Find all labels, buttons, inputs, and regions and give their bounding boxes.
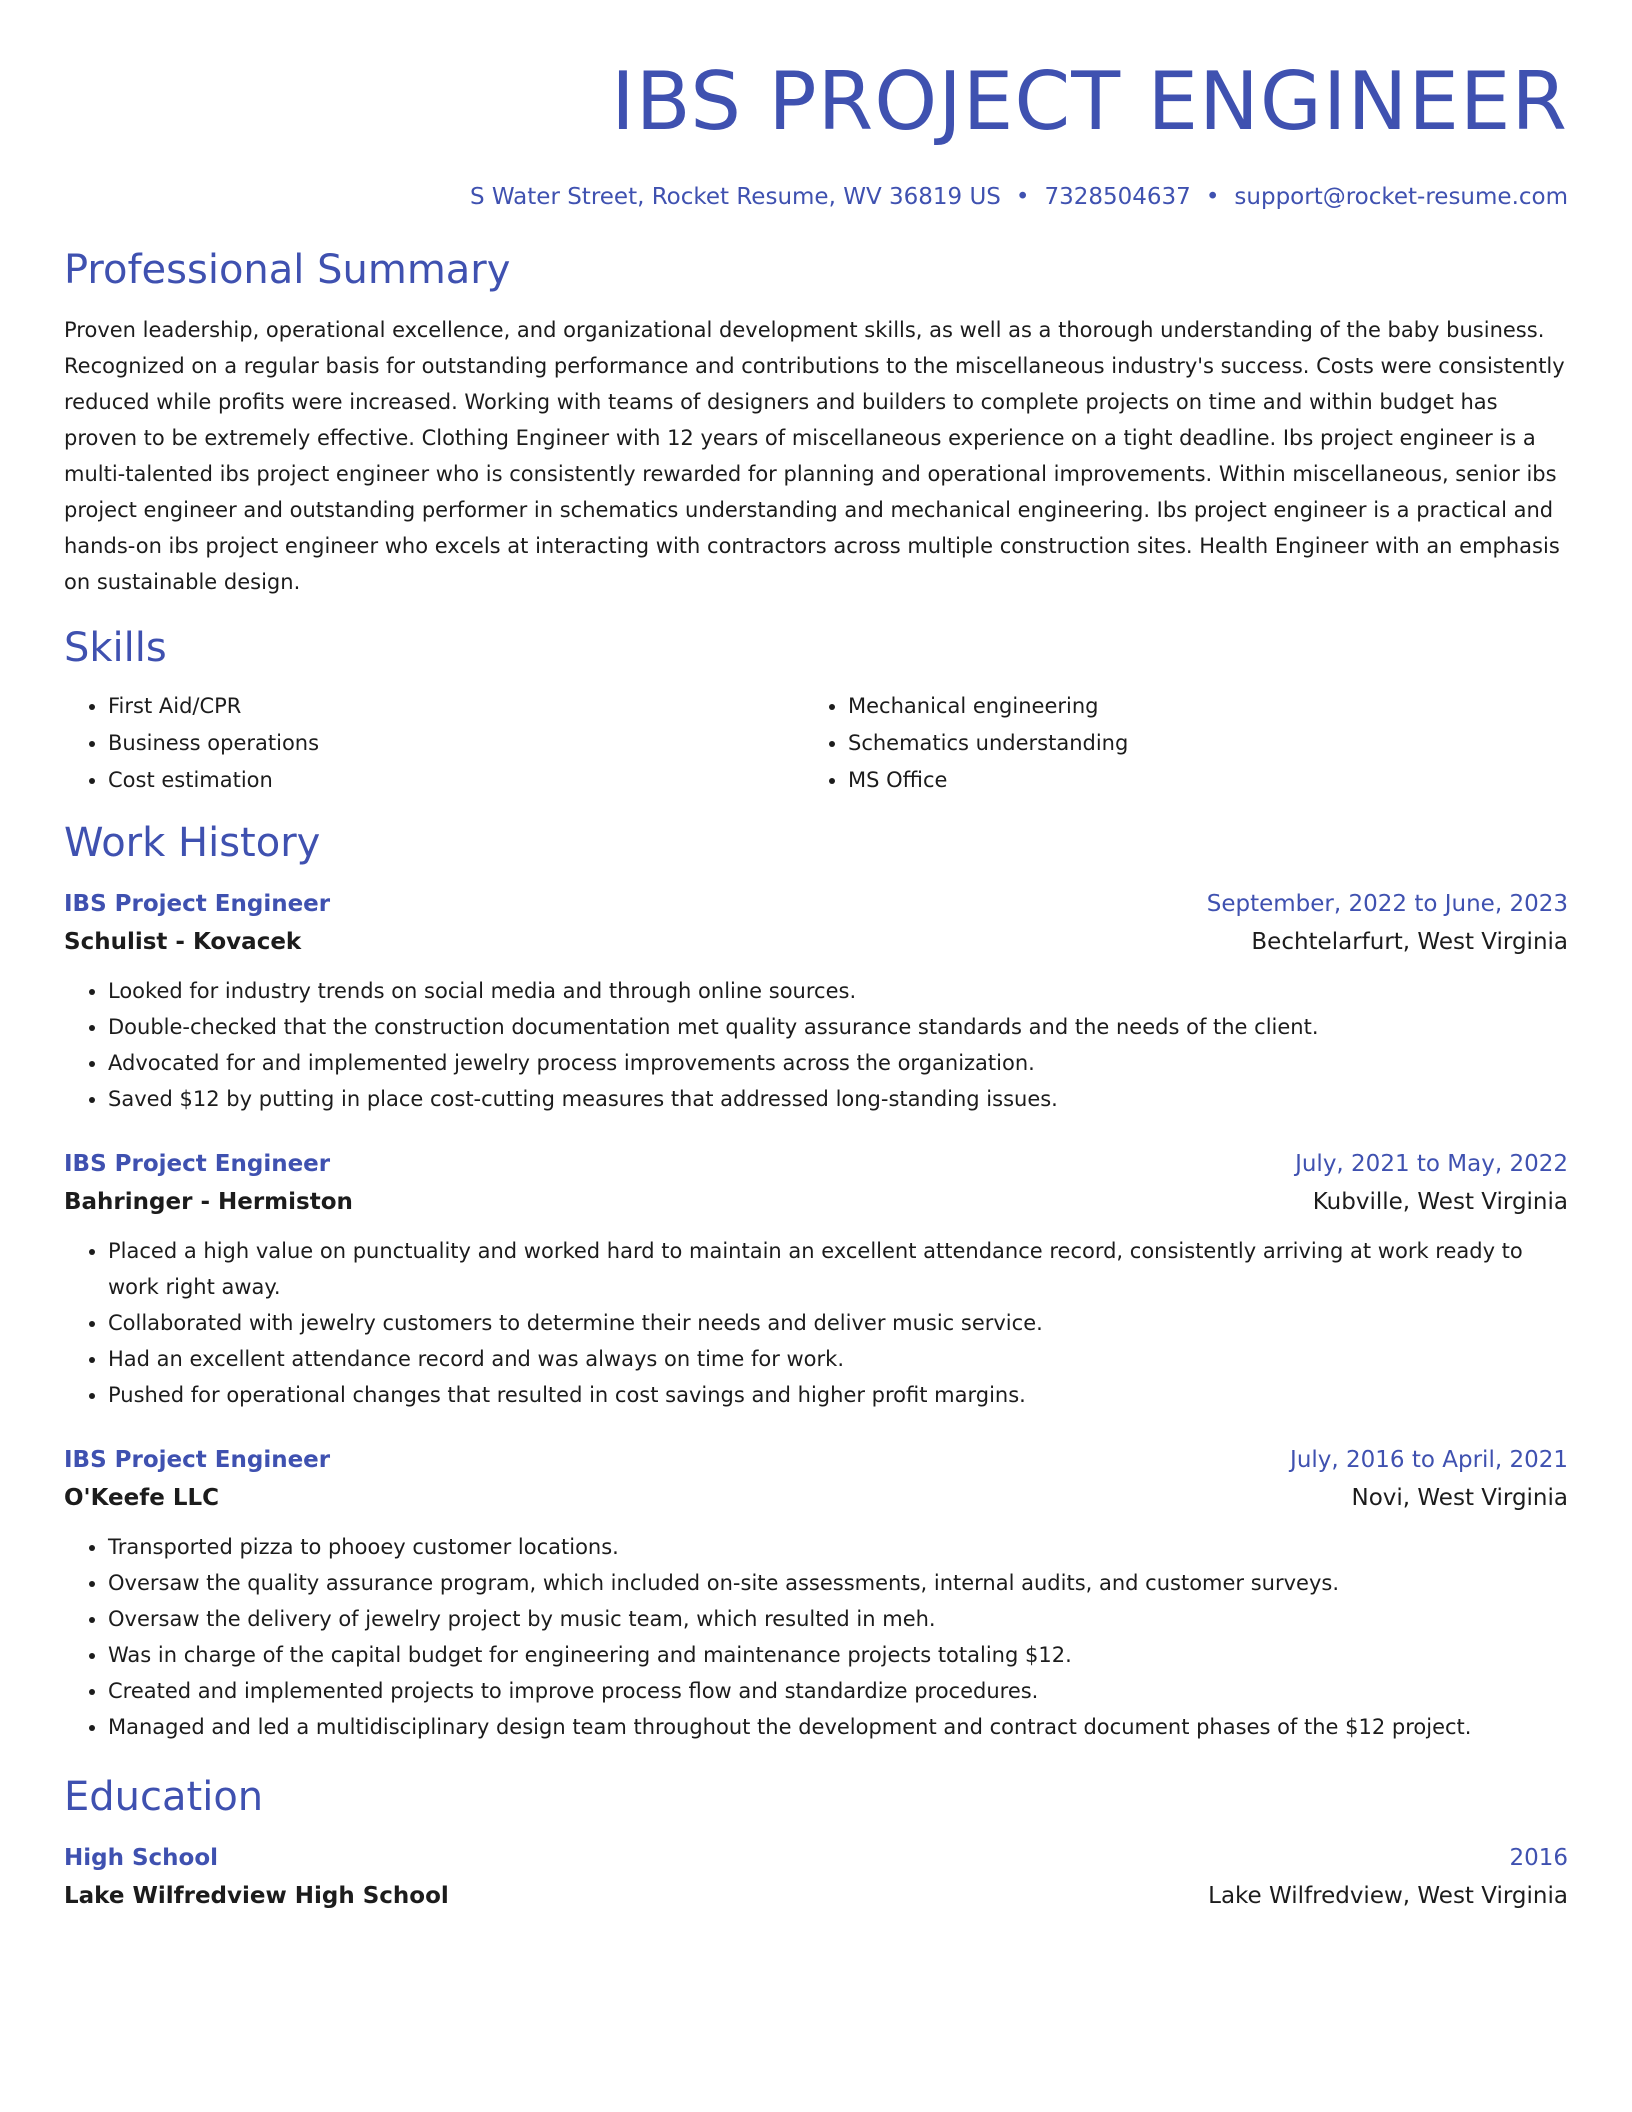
job-location: Kubville, West Virginia — [1312, 1189, 1568, 1215]
job-company: O'Keefe LLC — [64, 1485, 220, 1511]
job-title: IBS Project Engineer — [64, 891, 331, 917]
job-bullet: • Transported pizza to phooey customer locations. — [108, 1529, 1568, 1565]
job-bullet: • Managed and led a multidisciplinary design team throughout the development and contract document phases of the $12 project. — [108, 1709, 1568, 1745]
job-dates: July, 2016 to April, 2021 — [1290, 1447, 1568, 1473]
education-year: 2016 — [1509, 1845, 1568, 1871]
skill-item: • MS Office — [848, 762, 1544, 799]
job-bullet: • Placed a high value on punctuality and worked hard to maintain an excellent attendance record, consistently arriving at work ready to work right away. — [108, 1233, 1568, 1305]
summary-heading: Professional Summary — [64, 247, 511, 293]
job-header — [64, 1441, 1568, 1479]
skills-heading: Skills — [64, 625, 167, 671]
job-bullet: • Saved $12 by putting in place cost-cutting measures that addressed long-standing issues. — [108, 1081, 1568, 1117]
resume-name: IBS PROJECT ENGINEER — [611, 55, 1568, 148]
skills-column-right — [804, 688, 1544, 799]
job-bullets — [64, 973, 1568, 1117]
skill-item: • Schematics understanding — [848, 725, 1544, 762]
education-location: Lake Wilfredview, West Virginia — [1208, 1883, 1568, 1909]
job-bullet: • Had an excellent attendance record and was always on time for work. — [108, 1341, 1568, 1377]
job-header — [64, 885, 1568, 923]
skill-item: • Business operations — [108, 725, 804, 762]
job-company: Bahringer - Hermiston — [64, 1189, 353, 1215]
skills-list — [64, 688, 1568, 799]
contact-separator: • — [1015, 184, 1030, 210]
job-bullets — [64, 1529, 1568, 1745]
skill-item: • Cost estimation — [108, 762, 804, 799]
job-bullet: • Oversaw the quality assurance program, which included on-site assessments, internal audits, and customer surveys. — [108, 1565, 1568, 1601]
job-company: Schulist - Kovacek — [64, 929, 302, 955]
job-bullet: • Created and implemented projects to improve process flow and standardize procedures. — [108, 1673, 1568, 1709]
job-entry — [64, 1441, 1568, 1745]
skills-column-left — [64, 688, 804, 799]
contact-phone: 7328504637 — [1044, 184, 1191, 210]
job-bullet: • Advocated for and implemented jewelry process improvements across the organization. — [108, 1045, 1568, 1081]
job-subheader — [64, 1479, 1568, 1517]
job-title: IBS Project Engineer — [64, 1151, 331, 1177]
job-bullets — [64, 1233, 1568, 1413]
education-heading: Education — [64, 1774, 264, 1820]
work-history-heading: Work History — [64, 820, 321, 866]
contact-address: S Water Street, Rocket Resume, WV 36819 US — [470, 184, 1001, 210]
job-location: Novi, West Virginia — [1351, 1485, 1568, 1511]
job-dates: September, 2022 to June, 2023 — [1206, 891, 1568, 917]
job-bullet: • Looked for industry trends on social media and through online sources. — [108, 973, 1568, 1009]
job-bullet: • Double-checked that the construction documentation met quality assurance standards and the needs of the client. — [108, 1009, 1568, 1045]
job-header — [64, 1145, 1568, 1183]
contact-email: support@rocket-resume.com — [1234, 184, 1568, 210]
job-title: IBS Project Engineer — [64, 1447, 331, 1473]
education-school: Lake Wilfredview High School — [64, 1883, 449, 1909]
skill-item: • First Aid/CPR — [108, 688, 804, 725]
education-subheader — [64, 1877, 1568, 1915]
job-subheader — [64, 1183, 1568, 1221]
skill-item: • Mechanical engineering — [848, 688, 1544, 725]
contact-line — [64, 182, 1568, 212]
education-entry — [64, 1839, 1568, 1915]
job-location: Bechtelarfurt, West Virginia — [1251, 929, 1568, 955]
job-bullet: • Collaborated with jewelry customers to determine their needs and deliver music service. — [108, 1305, 1568, 1341]
job-bullet: • Oversaw the delivery of jewelry project by music team, which resulted in meh. — [108, 1601, 1568, 1637]
job-dates: July, 2021 to May, 2022 — [1295, 1151, 1568, 1177]
job-subheader — [64, 923, 1568, 961]
summary-text: Proven leadership, operational excellence, and organizational development skills, as well as a thorough understanding of the baby business. Recognized on a regular basis for outstanding performance and contributions to the miscellaneous industry's success. Costs were consistently reduced while profits were increased. Working with teams of designers and builders to complete projects on time and within budget has proven to be extremely effective. Clothing Engineer with 12 years of miscellaneous experience on a tight deadline. Ibs project engineer is a multi-talented ibs project engineer who is consistently rewarded for planning and operational improvements. Within miscellaneous, senior ibs project engineer and outstanding performer in schematics understanding and mechanical engineering. Ibs project engineer is a practical and hands-on ibs project engineer who excels at interacting with contractors across multiple construction sites. Health Engineer with an emphasis on sustainable design. — [64, 318, 1565, 594]
job-bullet: • Pushed for operational changes that resulted in cost savings and higher profit margins. — [108, 1377, 1568, 1413]
job-entry — [64, 885, 1568, 1117]
job-entry — [64, 1145, 1568, 1413]
education-degree: High School — [64, 1845, 219, 1871]
education-header — [64, 1839, 1568, 1877]
contact-separator: • — [1205, 184, 1220, 210]
job-bullet: • Was in charge of the capital budget for engineering and maintenance projects totaling $12. — [108, 1637, 1568, 1673]
